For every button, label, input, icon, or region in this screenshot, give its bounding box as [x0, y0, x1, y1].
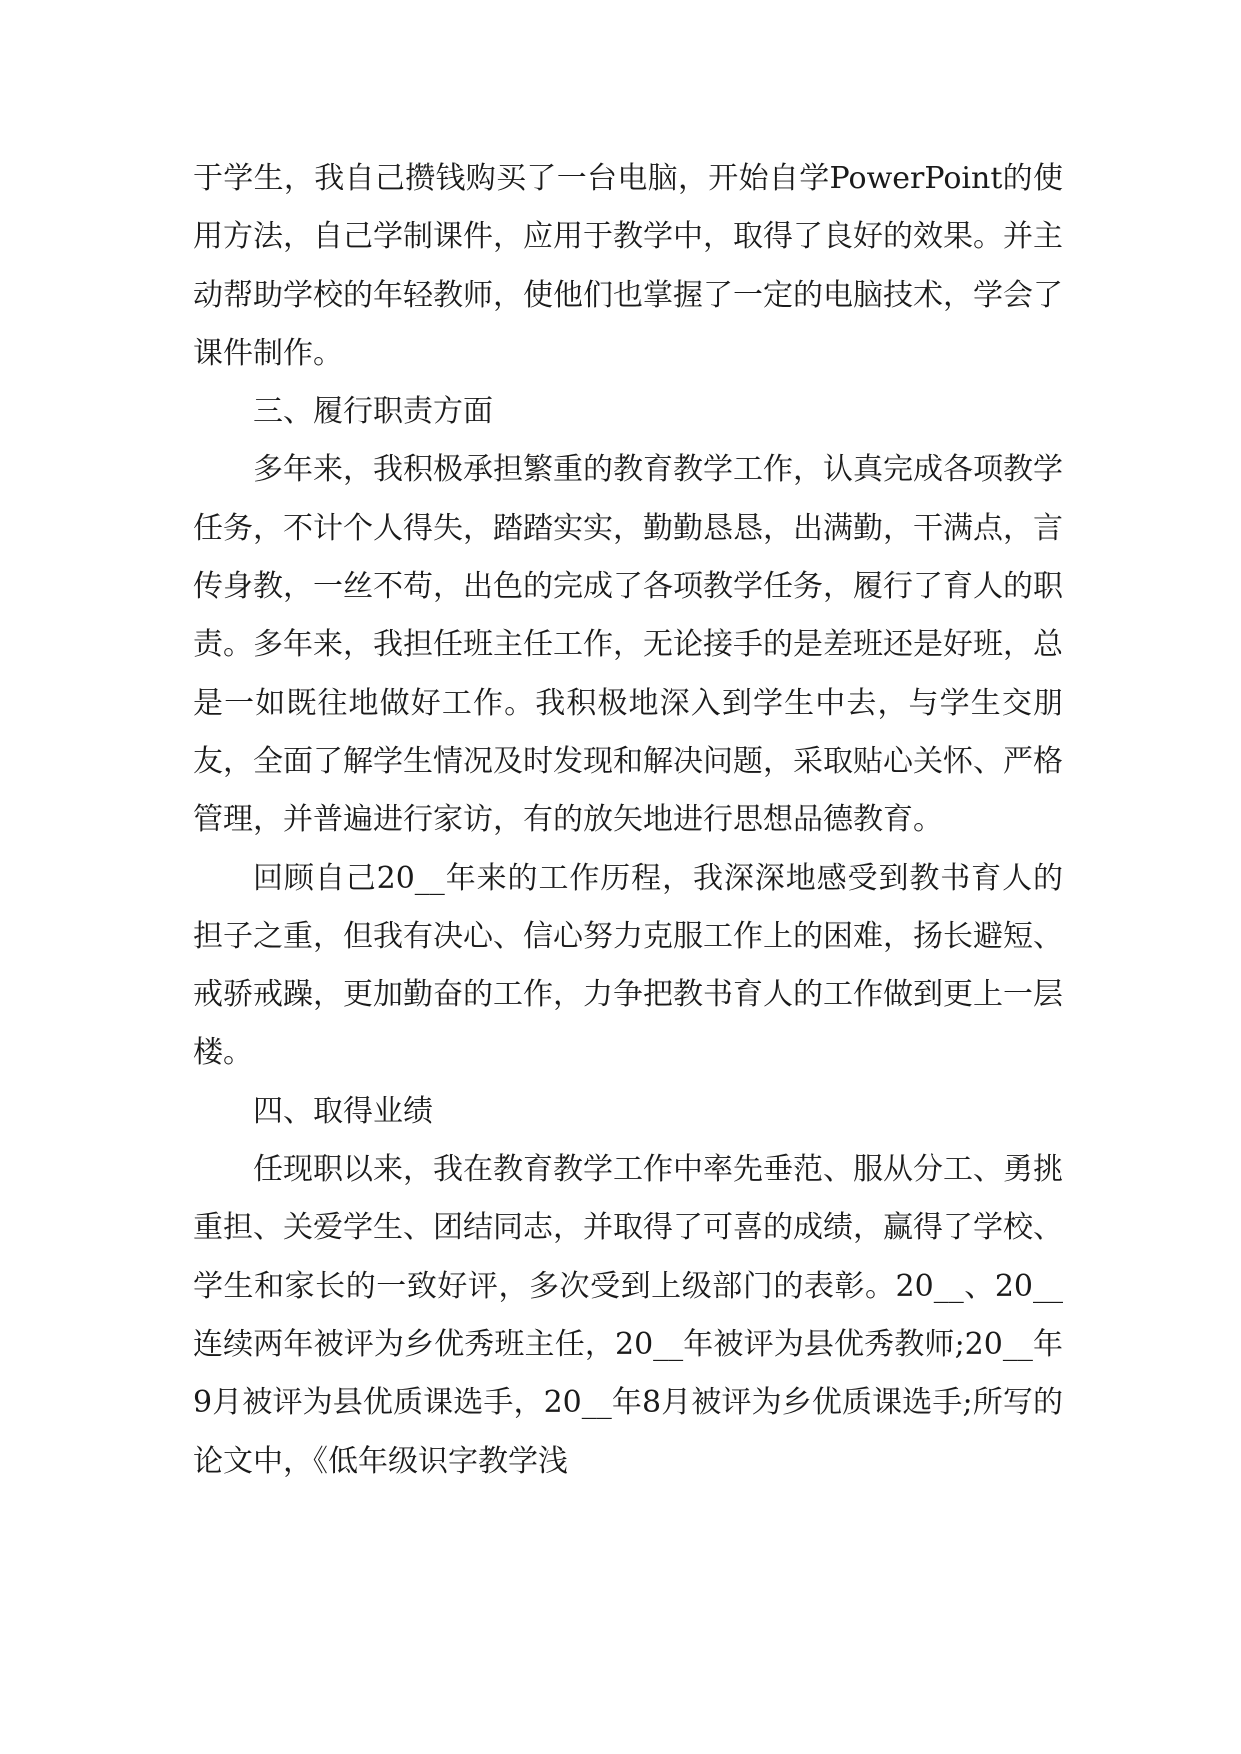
section-heading-duties: 三、履行职责方面: [253, 394, 493, 430]
paragraph-review: 回顾自己20__年来的工作历程，我深深地感受到教书育人的担子之重，但我有决心、信心努力克服工作上的困难，扬长避短、戒骄戒躁，更加勤奋的工作，力争把教书育人的工作做到更上一层楼。: [193, 860, 1063, 1071]
paragraph-duties: 多年来，我积极承担繁重的教育教学工作，认真完成各项教学任务，不计个人得失，踏踏实实，勤勤恳恳，出满勤，干满点，言传身教，一丝不苟，出色的完成了各项教学任务，履行了育人的职责。多年来，我担任班主任工作，无论接手的是差班还是好班，总是一如既往地做好工作。我积极地深入到学生中去，与学生交朋友，全面了解学生情况及时发现和解决问题，采取贴心关怀、严格管理，并普遍进行家访，有的放矢地进行思想品德教育。: [193, 452, 1063, 838]
paragraph-achievements: 任现职以来，我在教育教学工作中率先垂范、服从分工、勇挑重担、关爱学生、团结同志，并取得了可喜的成绩，赢得了学校、学生和家长的一致好评，多次受到上级部门的表彰。20__、20__连续两年被评为乡优秀班主任，20__年被评为县优秀教师;20__年9月被评为县优质课选手，20__年8月被评为乡优质课选手;所写的论文中，《低年级识字教学浅: [193, 1152, 1063, 1479]
document-body: [193, 150, 1063, 1491]
section-heading-achievements: 四、取得业绩: [253, 1093, 433, 1129]
paragraph-continuation: 于学生，我自己攒钱购买了一台电脑，开始自学PowerPoint的使用方法，自己学制课件，应用于教学中，取得了良好的效果。并主动帮助学校的年轻教师，使他们也掌握了一定的电脑技术，学会了课件制作。: [193, 161, 1063, 371]
